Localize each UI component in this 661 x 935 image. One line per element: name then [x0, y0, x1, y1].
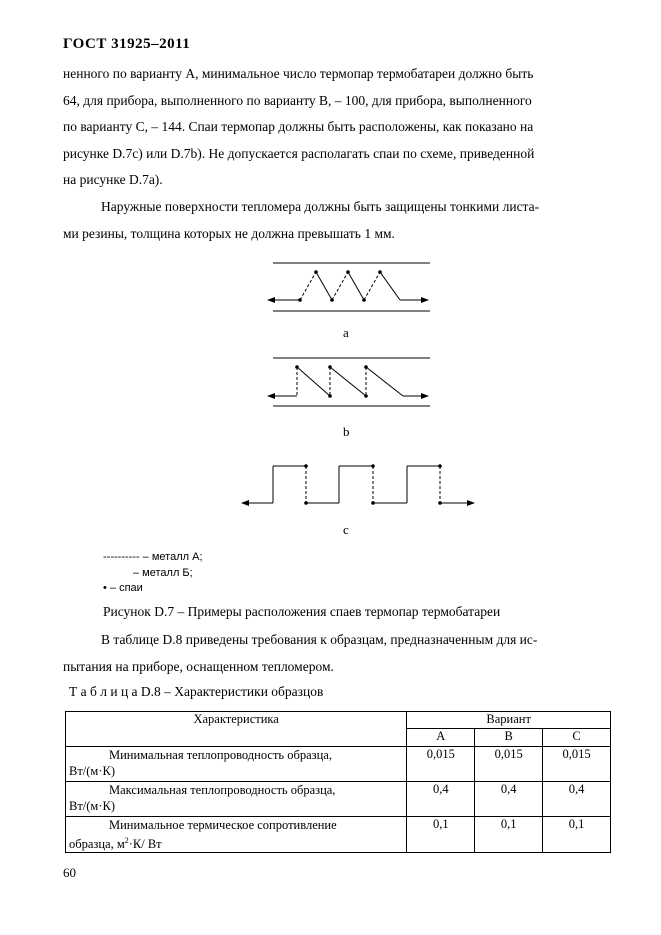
text-line: рисунке D.7с) или D.7b). Не допускается располагать спаи по схеме, приведенной — [63, 145, 535, 161]
row-text: образца, $м^2\cdot К/$ Вт — [69, 836, 162, 852]
header-characteristic: Характеристика — [66, 712, 407, 747]
text-line: ненного по варианту А, минимальное число термопар термобатареи должно быть — [63, 66, 534, 81]
value-b: 0,015 — [475, 747, 543, 782]
row-text: Вт/(м·К) — [69, 799, 116, 813]
text-line: В таблице D.8 приведены требования к образцам, предназначенным для ис- — [101, 632, 538, 647]
legend-solid: – металл Б; — [133, 567, 193, 579]
legend-dot — [103, 580, 143, 596]
row-characteristic — [66, 747, 407, 782]
text-line: по варианту С, – 144. Спаи термопар должны быть расположены, как показано на — [63, 119, 534, 134]
diagram-b — [268, 358, 430, 406]
header-variant: Вариант — [407, 712, 611, 729]
text-line: на рисунке D.7а). — [63, 172, 163, 187]
label-c: c — [343, 522, 349, 537]
diagram-c — [242, 464, 474, 505]
row-text: Минимальная теплопроводность образца, — [109, 748, 332, 762]
value-a: 0,4 — [407, 782, 475, 817]
label-a: a — [343, 325, 349, 340]
text-line: Наружные поверхности тепломера должны быть защищены тонкими листа- — [101, 199, 540, 214]
legend-dot-text: – спаи — [109, 582, 143, 594]
value-b: 0,4 — [475, 782, 543, 817]
row-text: Минимальное термическое сопротивление — [109, 818, 337, 832]
document-header: ГОСТ 31925–2011 — [63, 36, 191, 52]
table-row — [66, 782, 611, 817]
paragraph-3 — [63, 627, 613, 680]
table-header-row — [66, 712, 611, 729]
text-line: 64, для прибора, выполненного по варианту В, – 100, для прибора, выполненного — [63, 92, 532, 108]
row-characteristic — [66, 817, 407, 853]
row-characteristic — [66, 782, 407, 817]
figure-caption: Рисунок D.7 – Примеры расположения спаев термопар термобатареи — [103, 604, 501, 619]
value-a: 0,1 — [407, 817, 475, 853]
table-row — [66, 747, 611, 782]
page-number: 60 — [63, 865, 76, 880]
row-text: Максимальная теплопроводность образца, — [109, 783, 336, 797]
table-title: Т а б л и ц а D.8 – Характеристики образцов — [69, 684, 324, 699]
variant-a: А — [407, 729, 475, 747]
value-c: 0,015 — [543, 747, 611, 782]
value-b: 0,1 — [475, 817, 543, 853]
variant-b: В — [475, 729, 543, 747]
value-c: 0,1 — [543, 817, 611, 853]
text-line: пытания на приборе, оснащенном тепломером. — [63, 658, 334, 674]
row-text: Вт/(м·К) — [69, 764, 116, 778]
text-line: ми резины, толщина которых не должна превышать 1 мм. — [63, 225, 395, 241]
value-a: 0,015 — [407, 747, 475, 782]
dot-icon: • — [103, 582, 107, 594]
diagram-a — [268, 263, 430, 311]
value-c: 0,4 — [543, 782, 611, 817]
characteristics-table — [65, 711, 611, 853]
label-b: b — [343, 424, 350, 439]
legend-dashed: ---------- – металл А; — [103, 551, 203, 563]
variant-c: С — [543, 729, 611, 747]
table-row — [66, 817, 611, 853]
